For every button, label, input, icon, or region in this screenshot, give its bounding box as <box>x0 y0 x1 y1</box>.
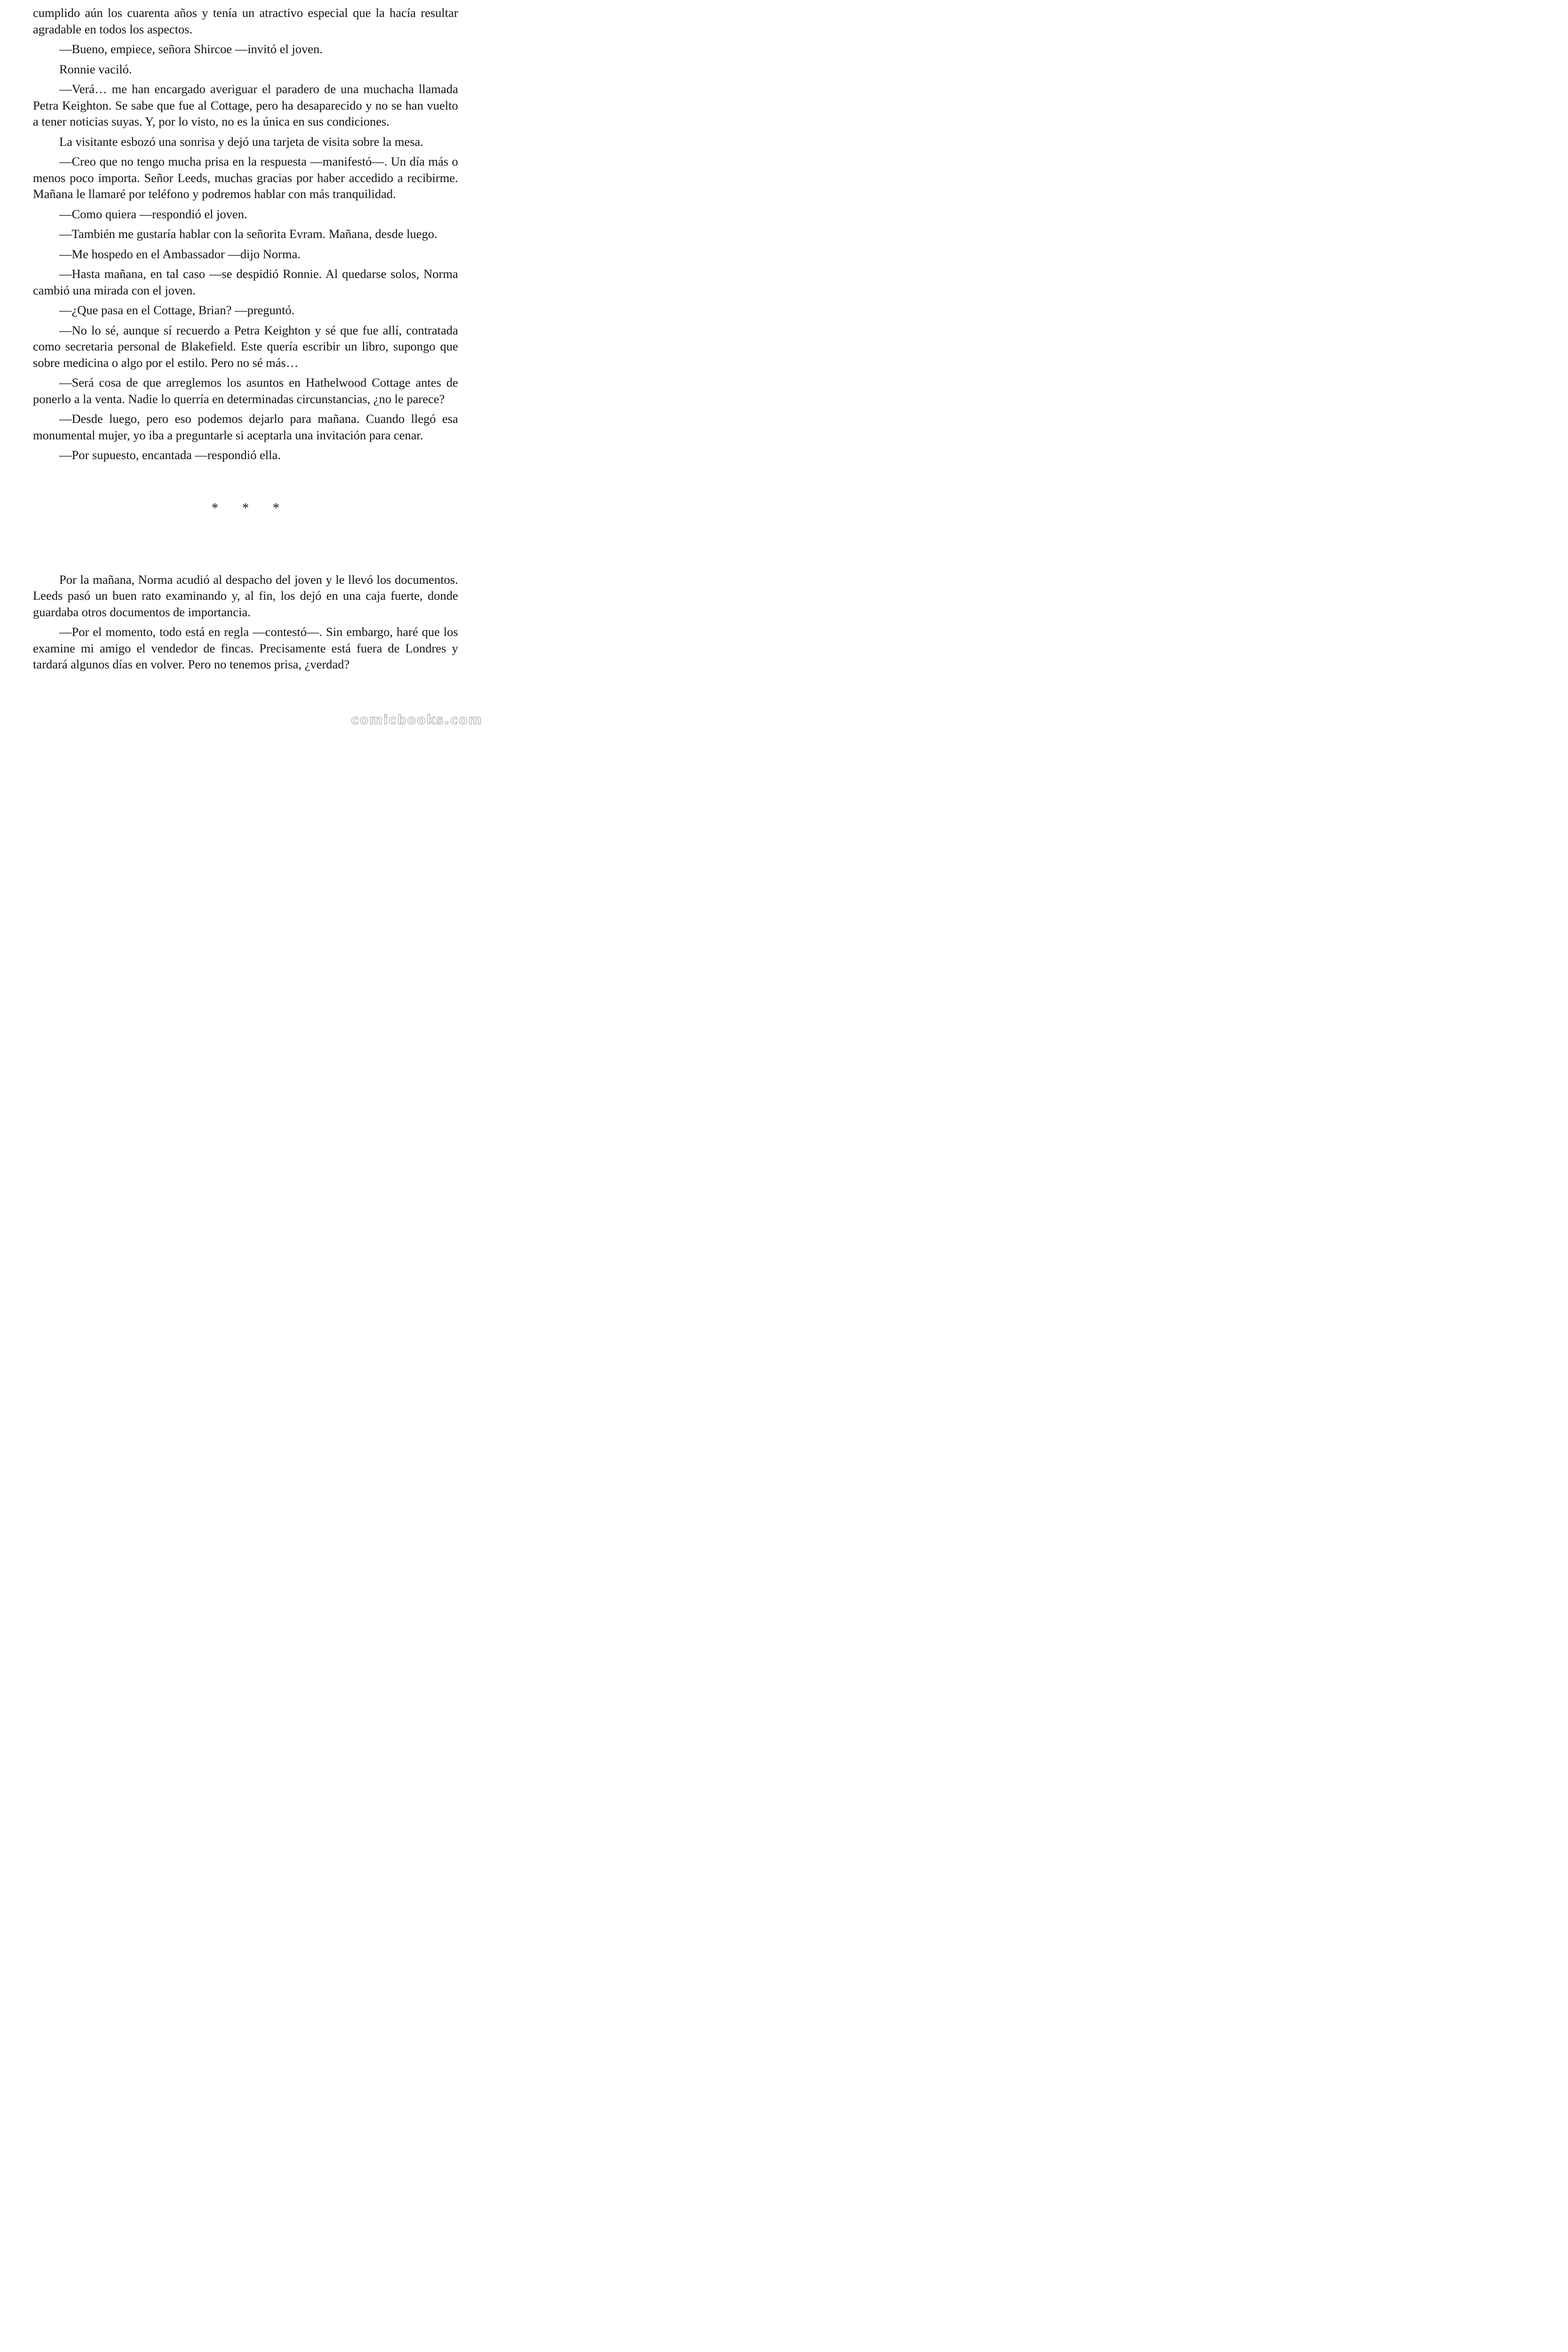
paragraph: Por la mañana, Norma acudió al despacho del joven y le llevó los documentos. Leeds pasó un buen rato examinando y, al fin, los dejó en una caja fuerte, donde guardaba otros documentos de importancia. <box>33 572 458 619</box>
paragraph: —Como quiera —respondió el joven. <box>59 207 247 221</box>
paragraph: —También me gustaría hablar con la señorita Evram. Mañana, desde luego. <box>59 227 437 241</box>
paragraph: La visitante esbozó una sonrisa y dejó una tarjeta de visita sobre la mesa. <box>59 134 424 149</box>
paragraph: —Bueno, empiece, señora Shircoe —invitó el joven. <box>59 42 323 56</box>
paragraph: —Creo que no tengo mucha prisa en la respuesta —manifestó—. Un día más o menos poco importa. Señor Leeds, muchas gracias por haber accedido a recibirme. Mañana le llamaré por teléfono y podremos hablar con más tranquilidad. <box>33 154 458 201</box>
paragraph: —Por supuesto, encantada —respondió ella. <box>59 448 281 462</box>
paragraph: —Hasta mañana, en tal caso —se despidió Ronnie. Al quedarse solos, Norma cambió una mirada con el joven. <box>33 267 458 297</box>
paragraph: —Desde luego, pero eso podemos dejarlo para mañana. Cuando llegó esa monumental mujer, yo iba a preguntarle si aceptarla una invitación para cenar. <box>33 412 458 442</box>
paragraph: —Me hospedo en el Ambassador —dijo Norma. <box>59 246 301 261</box>
watermark-logo: comicbooks.com <box>351 713 483 727</box>
section-gap <box>33 518 458 572</box>
paragraph: —No lo sé, aunque sí recuerdo a Petra Keighton y sé que fue allí, contratada como secretaria personal de Blakefield. Este quería escribir un libro, supongo que sobre medicina o algo por el estilo. Pero no sé más… <box>33 323 458 370</box>
paragraph: —Verá… me han encargado averiguar el paradero de una muchacha llamada Petra Keighton. Se sabe que fue al Cottage, pero ha desaparecido y no se han vuelto a tener noticias suyas. Y, por lo visto, no es la única en sus condiciones. <box>33 82 458 128</box>
paragraph: cumplido aún los cuarenta años y tenía un atractivo especial que la hacía resultar agradable en todos los aspectos. <box>33 6 458 36</box>
paragraph: —¿Que pasa en el Cottage, Brian? —preguntó. <box>59 303 295 317</box>
paragraph: —Será cosa de que arreglemos los asuntos en Hathelwood Cottage antes de ponerlo a la venta. Nadie lo querría en determinadas circunstancias, ¿no le parece? <box>33 375 458 406</box>
scene-break-separator: * * * <box>212 501 290 516</box>
paragraph: —Por el momento, todo está en regla —contestó—. Sin embargo, haré que los examine mi amigo el vendedor de fincas. Precisamente está fuera de Londres y tardará algunos días en volver. Pero no tenemos prisa, ¿verdad? <box>33 625 458 671</box>
book-page <box>33 5 458 676</box>
paragraph: Ronnie vaciló. <box>59 62 132 76</box>
